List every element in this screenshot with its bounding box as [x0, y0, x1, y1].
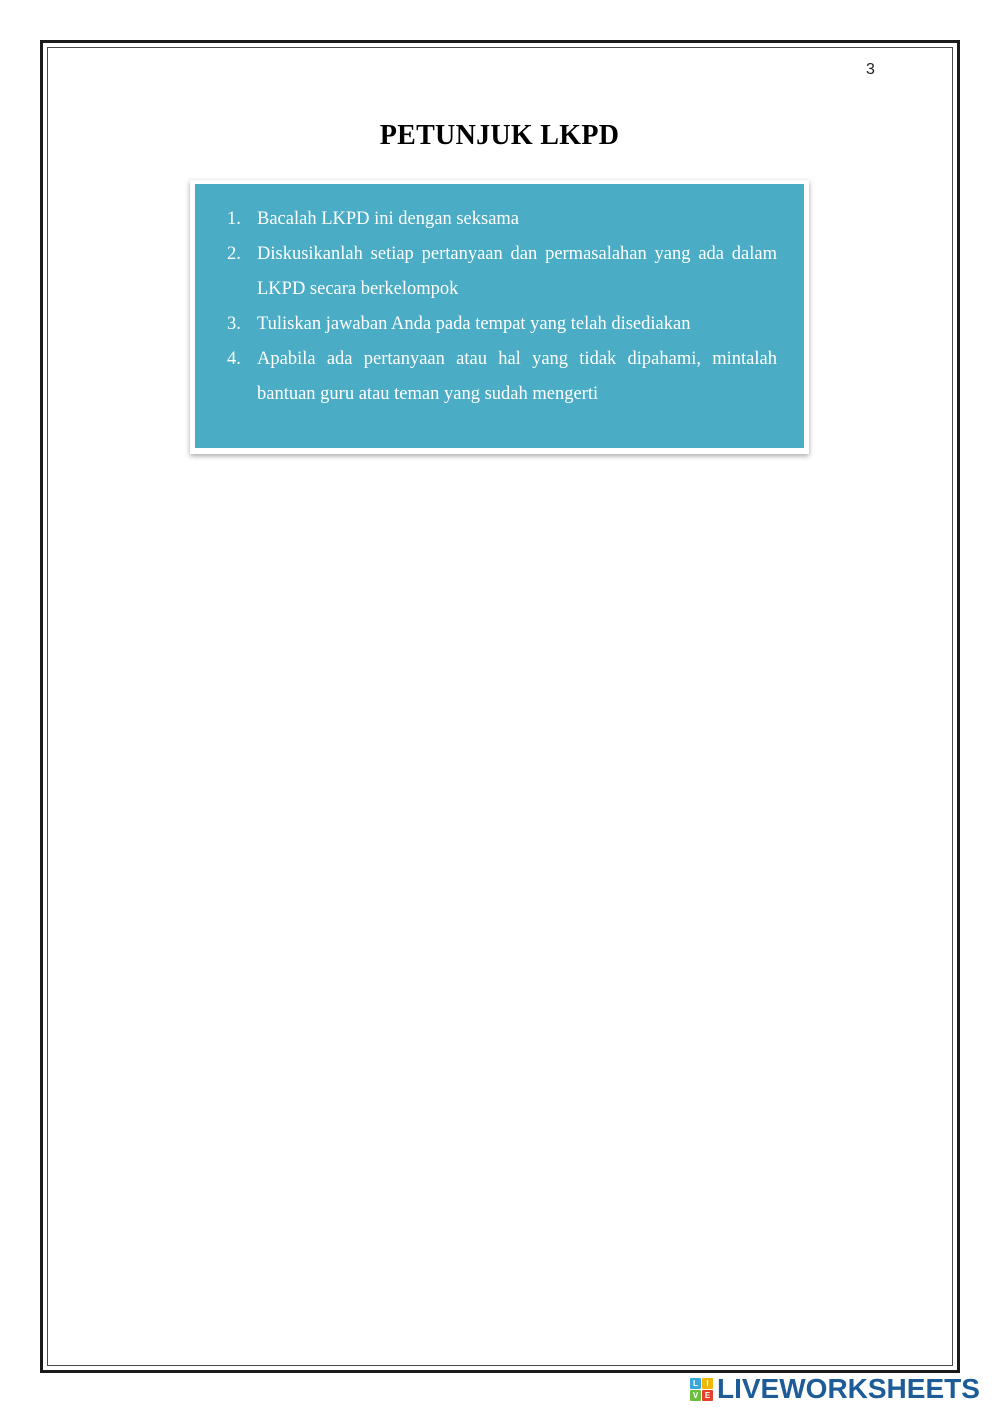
mark-letter-l: L — [690, 1378, 701, 1389]
instruction-text: Diskusikanlah setiap pertanyaan dan permasalahan yang ada dalam LKPD secara berkelompok — [257, 244, 777, 299]
instruction-card — [190, 180, 809, 454]
instruction-item — [227, 342, 777, 412]
instruction-item — [227, 202, 777, 237]
instruction-number: 2. — [227, 244, 241, 264]
liveworksheets-logo[interactable] — [690, 1375, 980, 1403]
instruction-item — [227, 307, 777, 342]
liveworksheets-wordmark: LIVEWORKSHEETS — [717, 1373, 980, 1404]
mark-letter-e: E — [702, 1390, 713, 1401]
instruction-text: Apabila ada pertanyaan atau hal yang tidak dipahami, mintalah bantuan guru atau teman yang sudah mengerti — [257, 349, 777, 404]
instruction-panel — [195, 184, 804, 448]
instruction-number: 3. — [227, 314, 241, 334]
instruction-text: Tuliskan jawaban Anda pada tempat yang telah disediakan — [257, 314, 691, 334]
instruction-number: 1. — [227, 209, 241, 229]
mark-letter-v: V — [690, 1390, 701, 1401]
instruction-text: Bacalah LKPD ini dengan seksama — [257, 209, 520, 229]
instruction-item — [227, 237, 777, 307]
instruction-number: 4. — [227, 349, 241, 369]
page-number: 3 — [866, 61, 875, 78]
mark-letter-i: I — [702, 1378, 713, 1389]
page-title: PETUNJUK LKPD — [379, 120, 620, 151]
instruction-list — [227, 202, 777, 412]
liveworksheets-mark-icon — [690, 1378, 713, 1401]
